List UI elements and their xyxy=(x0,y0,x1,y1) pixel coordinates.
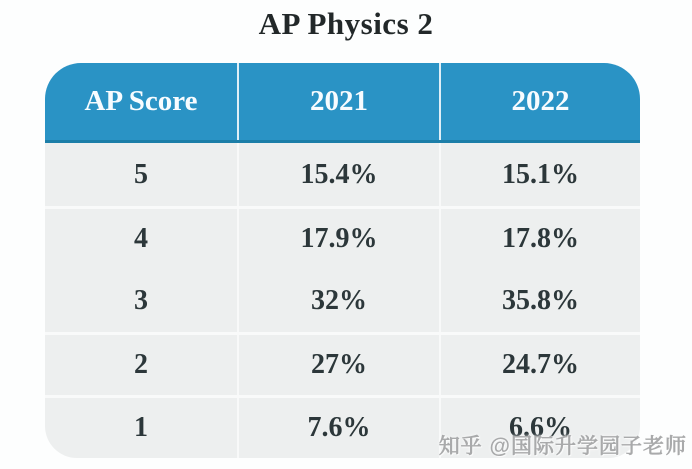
value-2021-cell: 32% xyxy=(237,269,439,332)
score-cell: 4 xyxy=(134,223,148,254)
value-2021-cell: 27% xyxy=(237,335,439,395)
score-cell: 3 xyxy=(134,284,148,316)
table-row-score-5 xyxy=(45,143,640,206)
score-cell: 1 xyxy=(134,412,148,443)
column-header-2021: 2021 xyxy=(237,63,439,140)
value-2021-cell: 17.9% xyxy=(237,209,439,269)
table-row-score-3 xyxy=(45,269,640,332)
value-2022-cell: 35.8% xyxy=(439,269,640,332)
score-cell: 2 xyxy=(134,349,148,380)
zhihu-watermark: 知乎 @国际升学园子老师 xyxy=(438,435,687,458)
table-row-score-2 xyxy=(45,332,640,395)
column-header-2022: 2022 xyxy=(439,63,640,140)
column-header-ap-score: AP Score xyxy=(84,85,198,117)
value-2021-cell: 7.6% xyxy=(237,398,439,458)
score-cell: 5 xyxy=(134,158,148,190)
value-2022-cell: 24.7% xyxy=(439,335,640,395)
ap-score-table xyxy=(45,63,640,458)
table-row-score-4 xyxy=(45,206,640,269)
value-2022-cell: 17.8% xyxy=(439,209,640,269)
value-2022-cell: 15.1% xyxy=(439,143,640,206)
table-header-row xyxy=(45,63,640,143)
value-2021-cell: 15.4% xyxy=(237,143,439,206)
value-2022-cell: 6.6% xyxy=(439,398,640,458)
page-title: AP Physics 2 xyxy=(258,6,434,41)
